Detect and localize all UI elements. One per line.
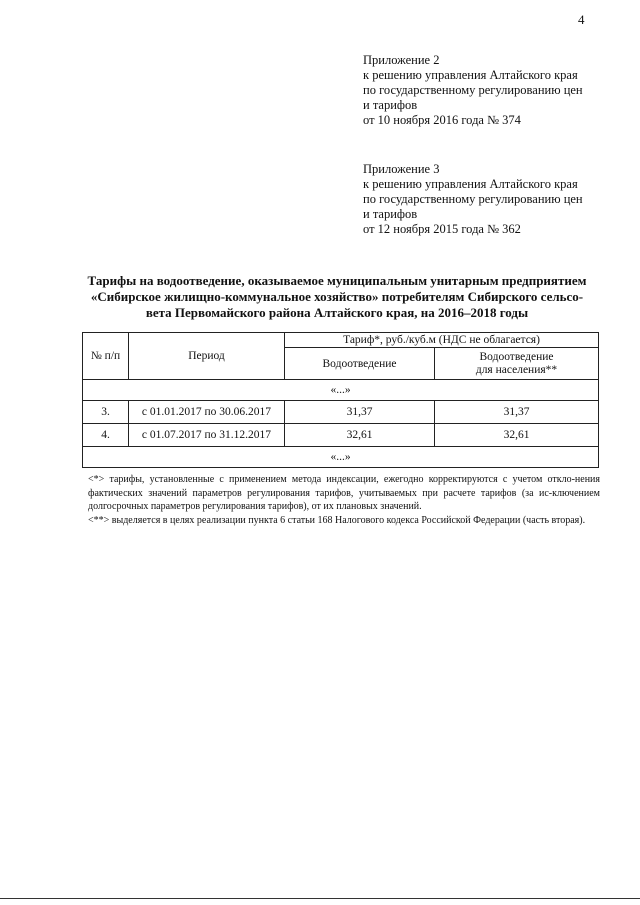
document-title <box>66 273 608 321</box>
omitted-rows-marker: «...» <box>83 447 599 468</box>
appendix-line: по государственному регулированию цен <box>363 192 583 206</box>
appendix-line: от 12 ноября 2015 года № 362 <box>363 222 521 236</box>
appendix-line: к решению управления Алтайского края <box>363 68 578 82</box>
row-period: с 01.07.2017 по 31.12.2017 <box>129 424 285 447</box>
row-sewerage-value: 31,37 <box>285 401 435 424</box>
header-line: для населения** <box>475 363 558 376</box>
header-line: Водоотведение <box>479 350 554 363</box>
footnote: <**> выделяется в целях реализации пункта 6 статьи 168 Налогового кодекса Российской Федерации (часть вторая). <box>88 514 586 526</box>
header-num: № п/п <box>83 333 129 380</box>
appendix-3-header <box>363 162 583 237</box>
header-period: Период <box>129 333 285 380</box>
appendix-line: от 10 ноября 2016 года № 374 <box>363 113 521 127</box>
appendix-line: по государственному регулированию цен <box>363 83 583 97</box>
appendix-line: и тарифов <box>363 207 418 221</box>
header-sewerage: Водоотведение <box>285 348 435 380</box>
table-row <box>83 401 599 424</box>
page-number: 4 <box>578 12 585 27</box>
row-num: 4. <box>83 424 129 447</box>
title-line: вета Первомайского района Алтайского края, на 2016–2018 годы <box>145 305 529 320</box>
row-population-value: 31,37 <box>435 401 599 424</box>
title-line: Тарифы на водоотведение, оказываемое муниципальным унитарным предприятием <box>87 273 587 288</box>
header-tariff: Тариф*, руб./куб.м (НДС не облагается) <box>285 333 599 348</box>
footnotes <box>88 473 600 527</box>
omitted-rows-marker: «...» <box>83 380 599 401</box>
appendix-2-header <box>363 53 583 128</box>
tariff-table <box>82 332 599 468</box>
table-row <box>83 424 599 447</box>
row-num: 3. <box>83 401 129 424</box>
row-population-value: 32,61 <box>435 424 599 447</box>
row-period: с 01.01.2017 по 30.06.2017 <box>129 401 285 424</box>
title-line: «Сибирское жилищно-коммунальное хозяйство» потребителям Сибирского сельсо- <box>90 289 584 304</box>
appendix-line: Приложение 3 <box>363 162 440 176</box>
row-sewerage-value: 32,61 <box>285 424 435 447</box>
header-sewerage-population <box>435 348 599 380</box>
bottom-rule <box>0 898 640 899</box>
footnote: <*> тарифы, установленные с применением метода индексации, ежегодно корректируются с учетом откло-нения фактических значений параметров регулирования тарифов, учитываемых при расчете тарифов (за ис-ключением долгосрочных параметров регулирования тарифов), от их плановых значений. <box>88 474 600 512</box>
appendix-line: и тарифов <box>363 98 418 112</box>
appendix-line: к решению управления Алтайского края <box>363 177 578 191</box>
appendix-line: Приложение 2 <box>363 53 440 67</box>
